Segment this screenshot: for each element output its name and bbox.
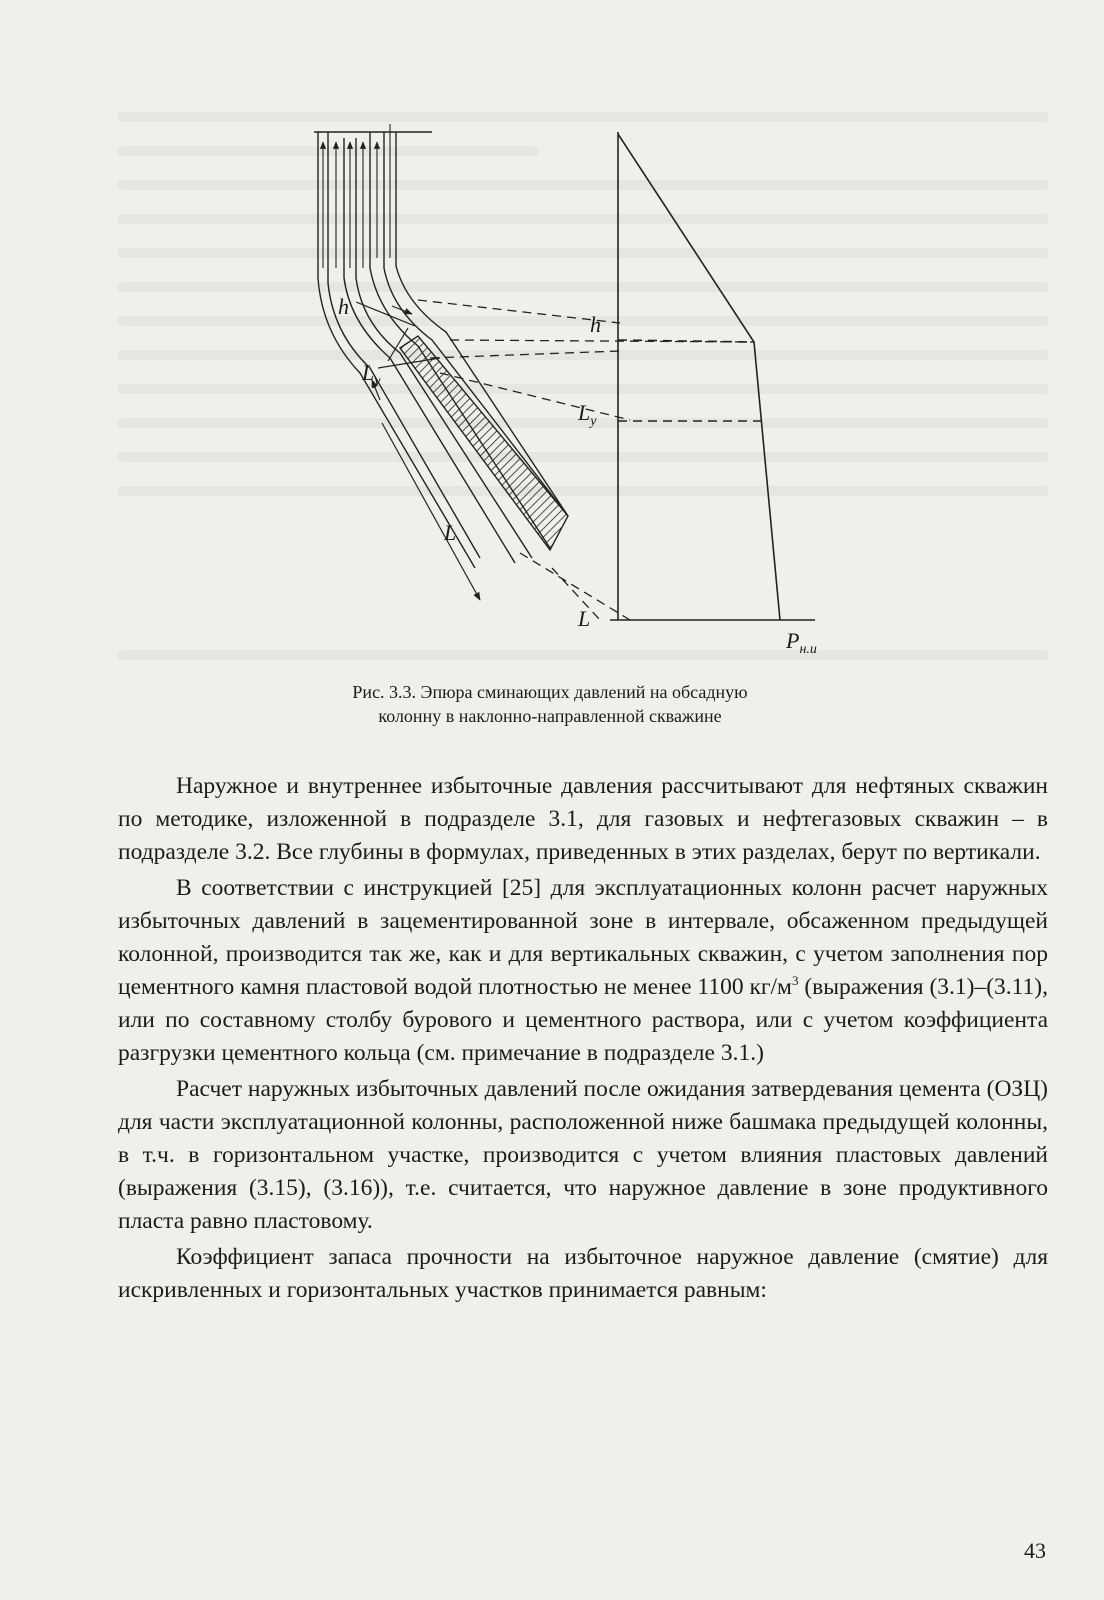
label-ly-right: $L_у$ (578, 400, 597, 429)
figure-caption (250, 680, 850, 728)
paragraph (118, 872, 1048, 1070)
label-ly-left: $L_у$ (362, 360, 381, 389)
paragraph: Коэффициент запаса прочности на избыточное наружное давление (смятие) для искривленных и горизонтальных участков принимается равным: (118, 1244, 1048, 1303)
body-text (118, 770, 1048, 1307)
paragraph: Расчет наружных избыточных давлений после ожидания затвердевания цемента (ОЗЦ) для части эксплуатационной колонны, расположенной ниже башмака предыдущей колонны, в т.ч. в горизонтальном участке, производится с учетом влияния пластовых давлений (выражения (3.15), (3.16)), т.е. считается, что наружное давление в зоне продуктивного пласта равно пластовому. (118, 1076, 1048, 1234)
superscript: 3 (791, 973, 799, 989)
paragraph-text: (выражения (3.1)–(3.11), или по составному столбу бурового и цементного раствора, или с учетом коэффициента разгрузки цементного кольца (см. примечание в подразделе 3.1.) (118, 974, 1049, 1066)
caption-line: колонну в наклонно-направленной скважине (378, 706, 722, 726)
page-number: 43 (1024, 1538, 1046, 1563)
paragraph-text: В соответствии с инструкцией [25] для эксплуатационных колонн расчет наружных избыточных давлений в зацементированной зоне в интервале, обсаженном предыдущей колонной, производится так же, как и для вертикальных скважин, с учетом заполнения пор цементного камня пластовой водой плотностью не менее 1100 кг/м (118, 875, 1048, 1000)
cement-sheath-hatch (400, 336, 568, 550)
label-l-left: L (444, 520, 457, 545)
label-h-right: h (590, 312, 601, 337)
pressure-epure (610, 132, 815, 620)
pressure-diagram-figure (300, 118, 880, 678)
caption-line: Рис. 3.3. Эпюра сминающих давлений на обсадную (352, 682, 748, 702)
label-p-ni: $P_{н.и}$ (786, 628, 817, 657)
label-l-right: L (578, 606, 591, 631)
paragraph: Наружное и внутреннее избыточные давления рассчитывают для нефтяных скважин по методике, изложенной в подразделе 3.1, для газовых и нефтегазовых скважин – в подразделе 3.2. Все глубины в формулах, приведенных в этих разделах, берут по вертикали. (118, 773, 1048, 865)
label-h-left: h (338, 294, 349, 319)
